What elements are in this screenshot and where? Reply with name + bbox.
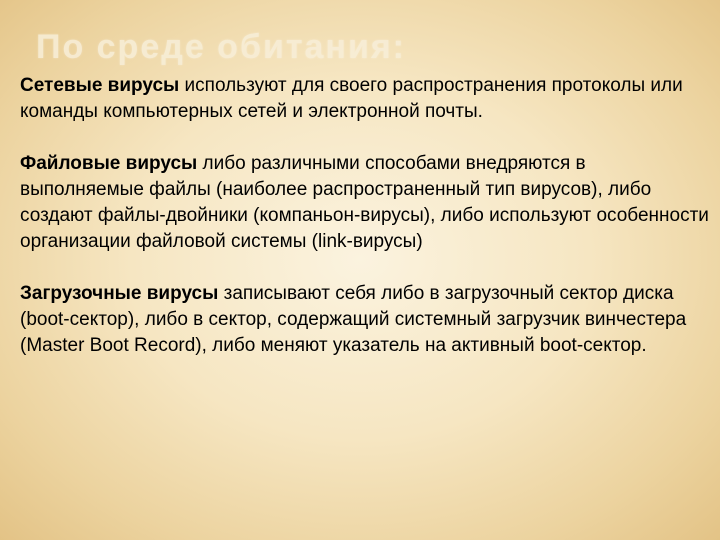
- slide-title: По среде обитания:: [36, 28, 407, 66]
- term-network-viruses: Сетевые вирусы: [20, 75, 180, 96]
- term-file-viruses: Файловые вирусы: [20, 153, 198, 174]
- slide-body: [20, 73, 710, 359]
- description-network-viruses: используют для своего распространения протоколы или команды компьютерных сетей и электронной почты.: [20, 75, 683, 122]
- paragraph-file-viruses: [20, 151, 710, 255]
- description-boot-viruses: записывают себя либо в загрузочный сектор диска (boot-сектор), либо в сектор, содержащий системный загрузчик винчестера (Master Boot Record), либо меняют указатель на активный boot-сектор.: [20, 283, 687, 356]
- paragraph-network-viruses: [20, 73, 710, 125]
- description-file-viruses: либо различными способами внедряются в выполняемые файлы (наиболее распространенный тип вирусов), либо создают файлы-двойники (компаньон-вирусы), либо используют особенности организации файловой системы (link-вирусы): [20, 153, 709, 252]
- term-boot-viruses: Загрузочные вирусы: [20, 283, 219, 304]
- paragraph-boot-viruses: [20, 281, 710, 359]
